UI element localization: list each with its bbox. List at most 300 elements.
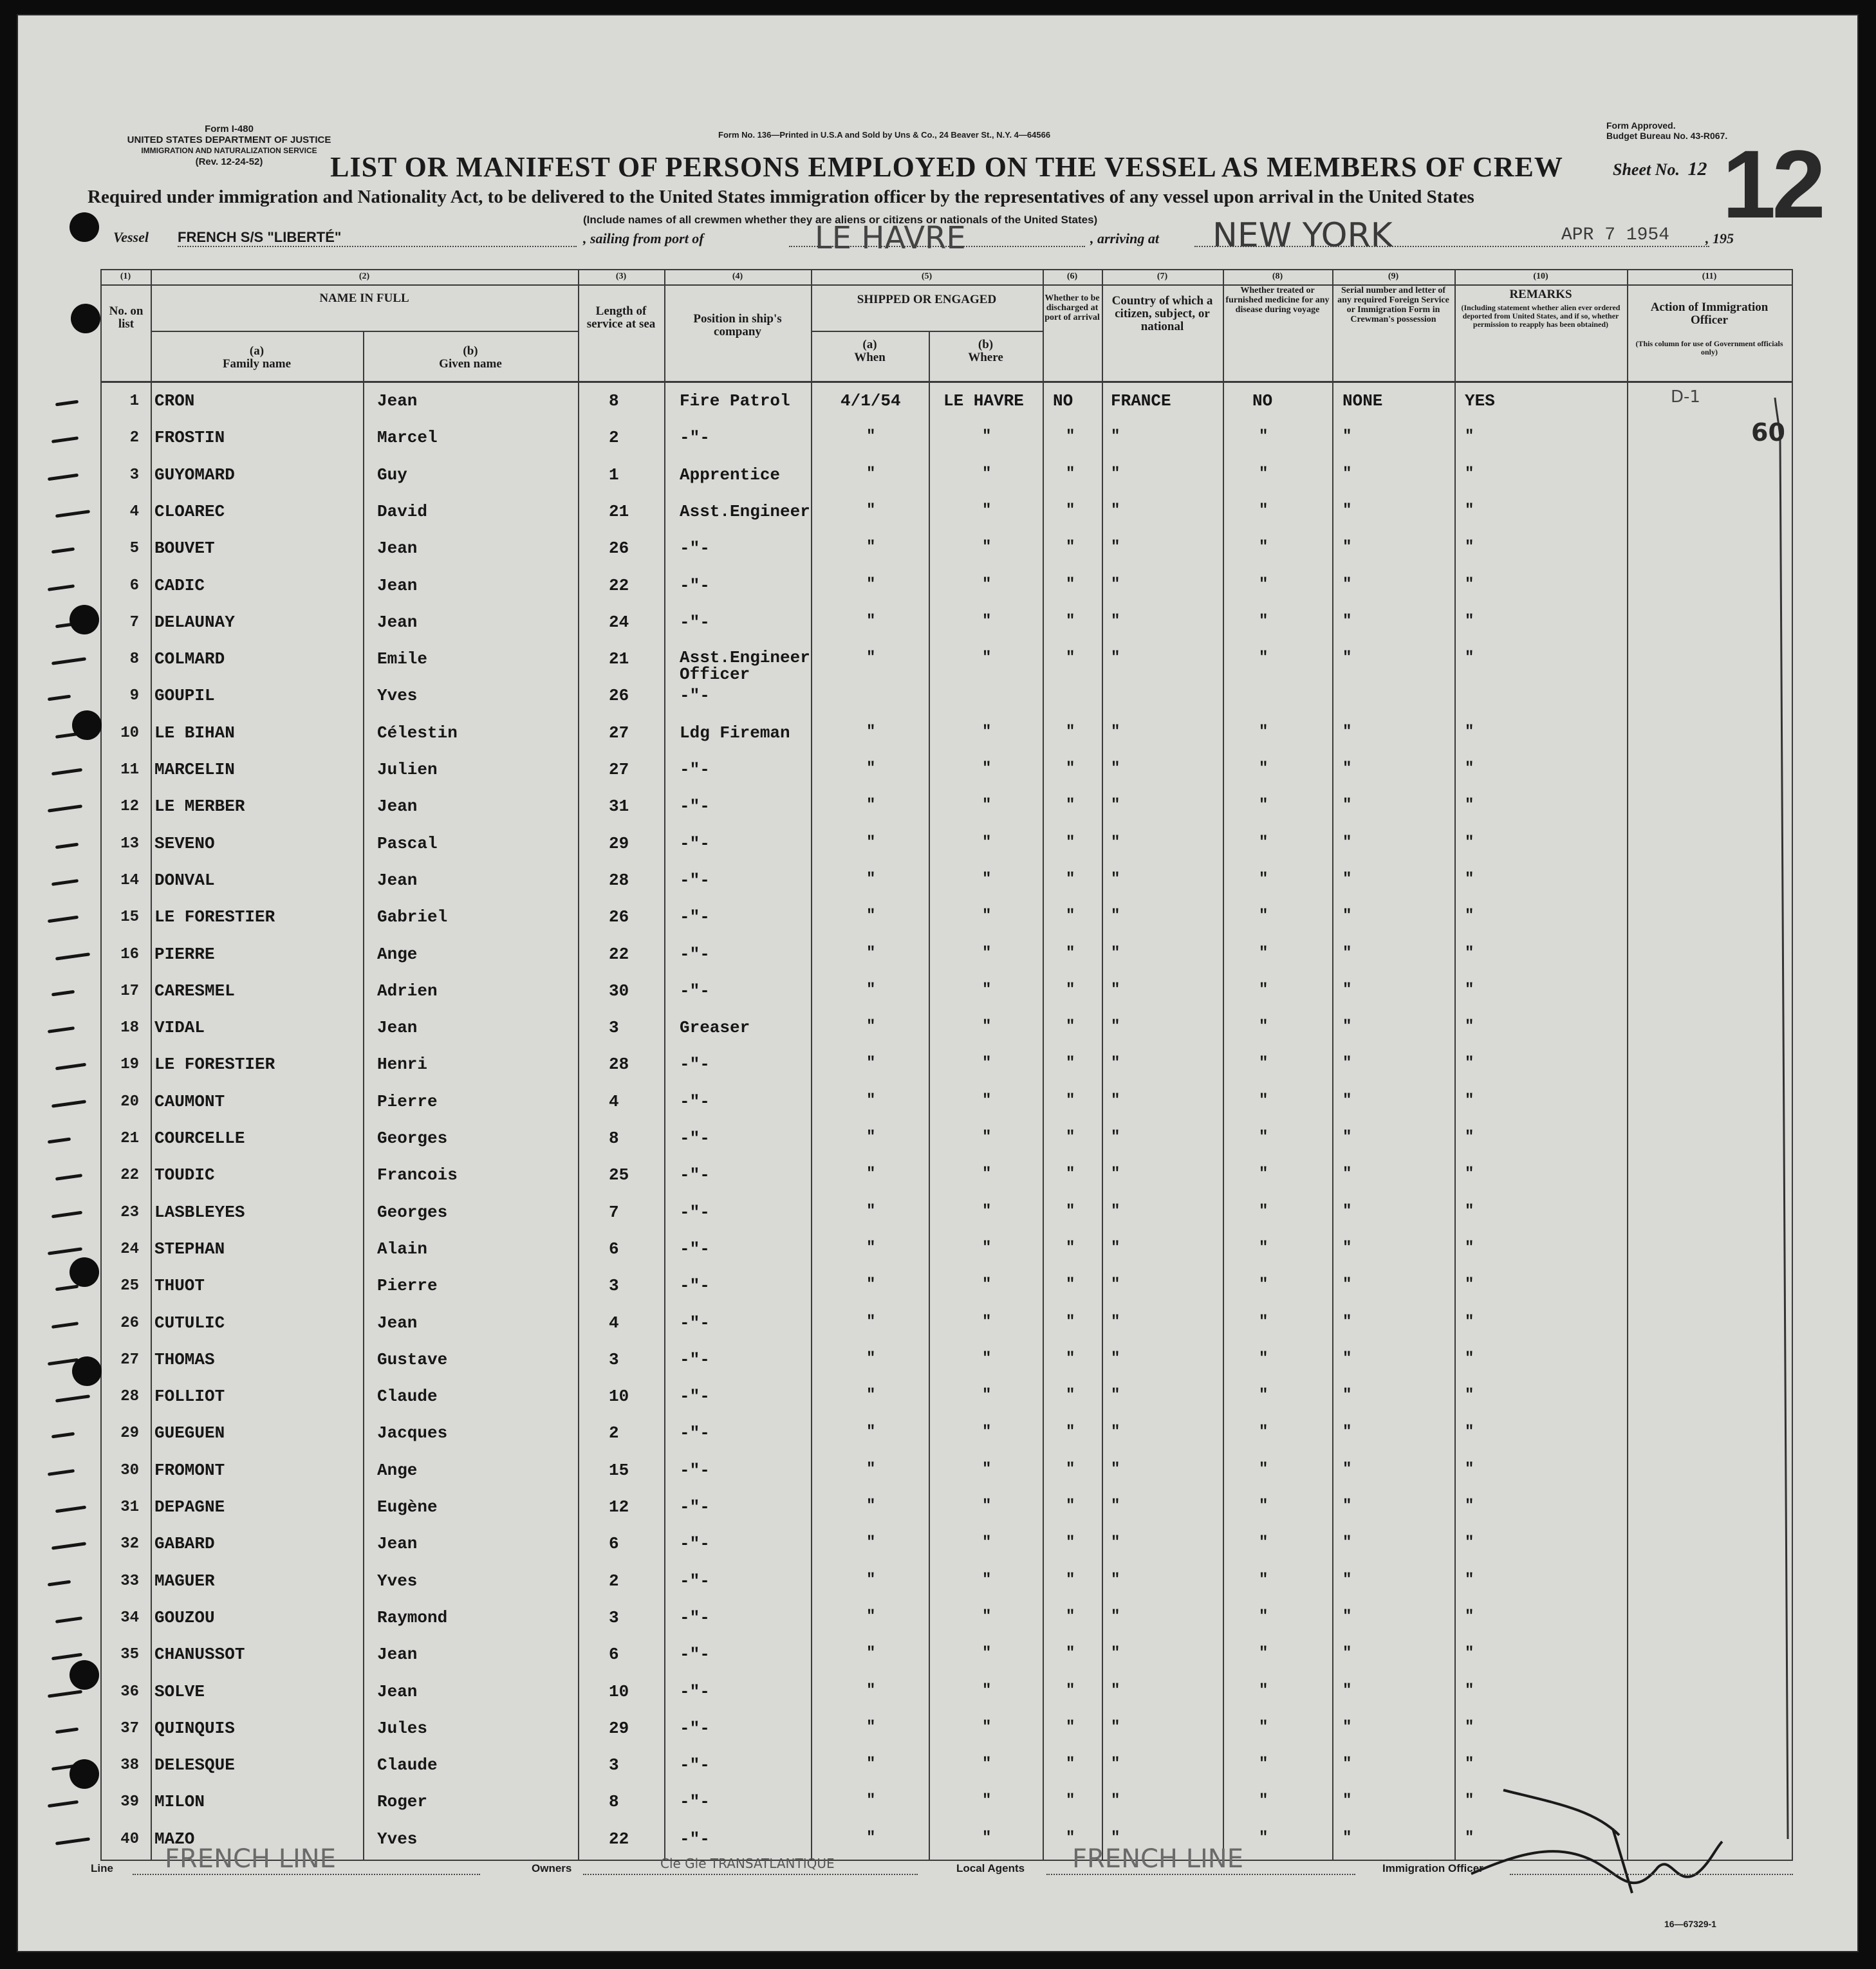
ditto-mark: " [1465,945,1474,962]
service-years: 26 [609,539,629,558]
ditto-mark: " [982,1645,992,1662]
given-name: Francois [377,1165,458,1185]
ditto-mark: " [1465,1018,1474,1035]
ditto-mark: " [866,760,876,777]
family-name: SEVENO [154,834,215,853]
check-tick [48,804,82,812]
ditto-mark: " [1111,1423,1120,1441]
ditto-mark: " [1111,1239,1120,1257]
ditto-mark: " [1259,1461,1268,1478]
ditto-mark: " [1342,945,1352,962]
ditto-mark: " [866,907,876,925]
family-name: LE MERBER [154,797,245,816]
position: -"- [680,576,710,595]
position: -"- [680,907,710,927]
given-name: Ange [377,945,418,964]
col6-number: (6) [1066,272,1078,281]
col5-number: (5) [921,272,933,281]
ditto-mark: " [1342,1387,1352,1404]
col-name-header: NAME IN FULL [319,291,409,305]
ditto-mark: " [1342,723,1352,741]
ditto-mark: " [982,1350,992,1367]
ditto-mark: " [1066,1276,1075,1293]
position: -"- [680,1755,710,1775]
serial-number: NONE [1342,391,1383,411]
ditto-mark: " [982,1461,992,1478]
row-number: 18 [120,1019,139,1037]
ditto-mark: " [1111,1829,1120,1847]
service-years: 29 [609,1719,629,1738]
row-number: 39 [120,1793,139,1811]
ditto-mark: " [866,1829,876,1847]
col-remarks-header: REMARKS [1509,288,1572,301]
ditto-mark: " [1111,539,1120,556]
ditto-mark: " [1342,428,1352,445]
ditto-mark: " [1111,1276,1120,1293]
ditto-mark: " [1342,1829,1352,1847]
family-name: GOUZOU [154,1608,215,1627]
ditto-mark: " [1111,613,1120,630]
position: -"- [680,871,710,890]
given-name: David [377,502,428,521]
ditto-mark: " [1066,613,1075,630]
ditto-mark: " [982,1276,992,1293]
ditto-mark: " [1465,1792,1474,1809]
given-name: Marcel [377,428,438,447]
family-name: CUTULIC [154,1313,225,1333]
ditto-mark: " [866,723,876,741]
ditto-mark: " [1342,907,1352,925]
ditto-mark: " [982,465,992,483]
ditto-mark: " [1066,1497,1075,1515]
ditto-mark: " [1111,502,1120,519]
given-name: Jean [377,797,418,816]
ditto-mark: " [1259,1018,1268,1035]
ditto-mark: " [1066,1571,1075,1589]
ditto-mark: " [1111,1203,1120,1220]
ditto-mark: " [1465,1092,1474,1109]
ditto-mark: " [1465,797,1474,814]
required-statement: Required under immigration and Nationality Act, to be delivered to the United States immigration officer by the representatives of any vessel upon arrival in the United States [88,187,1474,207]
row-number: 3 [129,467,139,484]
service-years: 28 [609,1055,629,1074]
ditto-mark: " [1111,1755,1120,1773]
given-name: Gustave [377,1350,448,1369]
position: -"- [680,1682,710,1701]
country: FRANCE [1111,391,1171,411]
position: Fire Patrol [680,391,790,411]
budget-bureau: Budget Bureau No. 43-R067. [1606,131,1728,141]
position: -"- [680,1055,710,1074]
action: D-1 [1671,387,1700,407]
margin-note: 60 [1751,418,1785,447]
position: -"- [680,1534,710,1553]
position: -"- [680,1387,710,1406]
ditto-mark: " [1465,1129,1474,1146]
ditto-mark: " [1342,981,1352,999]
row-number: 11 [120,761,139,779]
ditto-mark: " [1465,981,1474,999]
col1-number: (1) [120,272,131,281]
check-tick [55,1728,79,1734]
check-tick [51,879,79,886]
service-years: 4 [609,1313,619,1333]
given-name: Georges [377,1203,448,1222]
ditto-mark: " [1066,981,1075,999]
ditto-mark: " [866,1129,876,1146]
ditto-mark: " [1111,1165,1120,1183]
ditto-mark: " [1259,613,1268,630]
ditto-mark: " [866,576,876,593]
check-tick [55,1174,82,1181]
row-number: 31 [120,1499,139,1516]
agents-value: FRENCH LINE [1072,1844,1243,1874]
row-number: 17 [120,983,139,1000]
ditto-mark: " [1342,576,1352,593]
given-name: Jean [377,1018,418,1037]
ditto-mark: " [1066,428,1075,445]
service-years: 6 [609,1534,619,1553]
ditto-mark: " [1465,649,1474,667]
ditto-mark: " [1465,1239,1474,1257]
position: -"- [680,981,710,1001]
position: -"- [680,1203,710,1222]
given-name: Jean [377,576,418,595]
ditto-mark: " [866,945,876,962]
given-name: Georges [377,1129,448,1148]
ditto-mark: " [1066,1055,1075,1072]
arrival-dotline [1194,246,1709,247]
given-name: Jean [377,539,418,558]
ditto-mark: " [1259,1165,1268,1183]
ditto-mark: " [982,1423,992,1441]
service-years: 7 [609,1203,619,1222]
ditto-mark: " [1111,1792,1120,1809]
position: -"- [680,1719,710,1738]
ditto-mark: " [1111,1129,1120,1146]
ditto-mark: " [1465,576,1474,593]
service-years: 22 [609,945,629,964]
ditto-mark: " [1342,613,1352,630]
service-years: 24 [609,613,629,632]
position: -"- [680,1239,710,1259]
ditto-mark: " [1111,465,1120,483]
row-number: 30 [120,1462,139,1479]
ditto-mark: " [1342,1239,1352,1257]
row-number: 22 [120,1167,139,1184]
col11-number: (11) [1702,272,1717,281]
ditto-mark: " [1111,871,1120,888]
ditto-mark: " [866,1276,876,1293]
ditto-mark: " [866,465,876,483]
position: -"- [680,1276,710,1295]
ditto-mark: " [1465,1571,1474,1589]
family-name: FROSTIN [154,428,225,447]
ditto-mark: " [1111,1645,1120,1662]
position: -"- [680,1423,710,1443]
given-name: Gabriel [377,907,448,927]
given-name: Emile [377,649,428,669]
service-years: 25 [609,1165,629,1185]
service-years: 21 [609,649,629,669]
ditto-mark: " [1465,871,1474,888]
arrival-date-stamp: APR 7 1954 [1561,225,1670,245]
ditto-mark: " [1465,1387,1474,1404]
shipped-where: LE HAVRE [943,391,1024,411]
ditto-mark: " [866,1092,876,1109]
line-value: FRENCH LINE [165,1844,336,1874]
ditto-mark: " [866,1719,876,1736]
family-name: CAUMONT [154,1092,225,1111]
ditto-mark: " [1111,1018,1120,1035]
ditto-mark: " [1066,1092,1075,1109]
ditto-mark: " [1342,1571,1352,1589]
row-number: 40 [120,1831,139,1848]
departure-port: LE HAVRE [815,220,966,256]
ditto-mark: " [866,502,876,519]
owners-label: Owners [532,1862,572,1874]
given-name: Adrien [377,981,438,1001]
family-name: QUINQUIS [154,1719,235,1738]
ditto-mark: " [982,539,992,556]
position: -"- [680,539,710,558]
ditto-mark: " [1465,1608,1474,1625]
service-years: 12 [609,1497,629,1517]
officer-dotline [1510,1874,1793,1875]
given-name: Jules [377,1719,428,1738]
printer-line: Form No. 136—Printed in U.S.A and Sold by Uns & Co., 24 Beaver St., N.Y. 4—64566 [718,130,1051,140]
ditto-mark: " [1342,539,1352,556]
given-name: Jean [377,391,418,411]
col2-number: (2) [358,272,370,281]
family-name: MAGUER [154,1571,215,1591]
check-tick [51,768,82,776]
ditto-mark: " [1066,723,1075,741]
ditto-mark: " [982,871,992,888]
ditto-mark: " [982,613,992,630]
ditto-mark: " [1111,1055,1120,1072]
family-name: DELESQUE [154,1755,235,1775]
service-years: 2 [609,428,619,447]
family-name: CHANUSSOT [154,1645,245,1664]
service-years: 3 [609,1350,619,1369]
col-given-name-header: (b) Given name [439,344,502,371]
service-years: 3 [609,1018,619,1037]
ditto-mark: " [1066,760,1075,777]
agents-dotline [1046,1874,1355,1875]
position: Ldg Fireman [680,723,790,743]
ditto-mark: " [866,1165,876,1183]
ditto-mark: " [1111,1461,1120,1478]
service-years: 27 [609,760,629,779]
position: Apprentice [680,465,781,485]
family-name: COLMARD [154,649,225,669]
family-name: CADIC [154,576,205,595]
given-name: Raymond [377,1608,448,1627]
row-number: 35 [120,1646,139,1663]
ditto-mark: " [866,1239,876,1257]
position: -"- [680,1829,710,1849]
ditto-mark: " [1111,1534,1120,1551]
row-number: 20 [120,1093,139,1111]
family-name: FROMONT [154,1461,225,1480]
row-number: 38 [120,1757,139,1774]
ditto-mark: " [1066,1682,1075,1699]
owners-dotline [583,1874,918,1875]
service-years: 22 [609,576,629,595]
position: -"- [680,1792,710,1811]
check-tick [48,1026,75,1033]
ditto-mark: " [1259,1608,1268,1625]
ditto-mark: " [982,502,992,519]
ditto-mark: " [1066,1645,1075,1662]
given-name: Célestin [377,723,458,743]
ditto-mark: " [1465,1165,1474,1183]
row-number: 28 [120,1388,139,1405]
col-discharged-header: Whether to be discharged at port of arrival [1045,293,1100,322]
ditto-mark: " [1342,1682,1352,1699]
check-tick [48,1247,82,1255]
ditto-mark: " [1259,1129,1268,1146]
punch-hole [70,1257,99,1287]
ditto-mark: " [1066,539,1075,556]
line-dotline [133,1874,480,1875]
ditto-mark: " [1066,502,1075,519]
ditto-mark: " [1342,1129,1352,1146]
service-years: 1 [609,465,619,485]
col-country-header: Country of which a citizen, subject, or national [1111,294,1213,333]
ditto-mark: " [1342,1018,1352,1035]
service-years: 28 [609,871,629,890]
check-tick [48,1690,82,1697]
family-name: SOLVE [154,1682,205,1701]
service-years: 21 [609,502,629,521]
ditto-mark: " [1259,1423,1268,1441]
check-tick [48,1138,71,1144]
position: -"- [680,945,710,964]
form-code: 16—67329-1 [1664,1919,1716,1929]
ditto-mark: " [1342,1755,1352,1773]
ditto-mark: " [1342,1534,1352,1551]
ditto-mark: " [1259,1239,1268,1257]
ditto-mark: " [1259,1313,1268,1331]
row-number: 29 [120,1425,139,1442]
position: -"- [680,1129,710,1148]
ditto-mark: " [1066,907,1075,925]
ditto-mark: " [866,797,876,814]
check-tick [55,1063,86,1071]
service-years: 8 [609,1792,619,1811]
ditto-mark: " [982,834,992,851]
given-name: Jean [377,1682,418,1701]
given-name: Yves [377,1571,418,1591]
immigration-officer-label: Immigration Officer [1382,1862,1483,1874]
col10-number: (10) [1533,272,1548,281]
check-tick [48,916,79,923]
service-years: 8 [609,391,619,411]
action-bracket-line [1627,385,1792,1865]
family-name: FOLLIOT [154,1387,225,1406]
ditto-mark: " [1465,428,1474,445]
family-name: THUOT [154,1276,205,1295]
family-name: LE BIHAN [154,723,235,743]
ditto-mark: " [866,539,876,556]
ditto-mark: " [1342,1645,1352,1662]
row-number: 33 [120,1573,139,1590]
punch-hole [72,1356,102,1386]
ditto-mark: " [1066,1792,1075,1809]
ditto-mark: " [982,723,992,741]
port-dotline [789,246,1085,247]
check-tick [55,1394,90,1402]
ditto-mark: " [1066,1608,1075,1625]
ditto-mark: " [1259,1571,1268,1589]
ditto-mark: " [982,1755,992,1773]
row-number: 15 [120,909,139,926]
ditto-mark: " [1066,1755,1075,1773]
line-label: Line [91,1862,113,1874]
service-years: 6 [609,1239,619,1259]
check-tick [51,1432,75,1439]
check-tick [48,1580,71,1587]
service-years: 3 [609,1608,619,1627]
family-name: MARCELIN [154,760,235,779]
check-tick [55,1837,90,1845]
position: Asst.Engineer [680,502,810,521]
ditto-mark: " [1342,760,1352,777]
service-years: 3 [609,1276,619,1295]
ditto-mark: " [866,1203,876,1220]
ditto-mark: " [1111,1313,1120,1331]
ditto-mark: " [982,649,992,667]
given-name: Jean [377,1534,418,1553]
col-shipped-header: SHIPPED OR ENGAGED [857,293,997,306]
col-list-number-header: No. on list [109,304,144,331]
row-number: 12 [120,798,139,815]
ditto-mark: " [1066,1239,1075,1257]
row-number: 23 [120,1204,139,1221]
ditto-mark: " [982,1203,992,1220]
ditto-mark: " [1066,945,1075,962]
given-name: Claude [377,1755,438,1775]
position: -"- [680,1461,710,1480]
position: -"- [680,760,710,779]
given-name: Jacques [377,1423,448,1443]
ditto-mark: " [1342,1055,1352,1072]
ditto-mark: " [866,981,876,999]
family-name: LASBLEYES [154,1203,245,1222]
ditto-mark: " [866,428,876,445]
service-years: 10 [609,1387,629,1406]
ditto-mark: " [1259,1497,1268,1515]
col9-number: (9) [1388,272,1399,281]
position: -"- [680,1313,710,1333]
ditto-mark: " [1066,465,1075,483]
ditto-mark: " [1342,1497,1352,1515]
ditto-mark: " [982,1608,992,1625]
punch-hole [72,710,102,740]
ditto-mark: " [1465,539,1474,556]
given-name: Jean [377,1313,418,1333]
service-years: 15 [609,1461,629,1480]
ditto-mark: " [1342,1719,1352,1736]
service-years: 3 [609,1755,619,1775]
given-name: Eugène [377,1497,438,1517]
ditto-mark: " [1066,1129,1075,1146]
ditto-mark: " [982,1387,992,1404]
given-name: Yves [377,686,418,705]
ditto-mark: " [1259,539,1268,556]
